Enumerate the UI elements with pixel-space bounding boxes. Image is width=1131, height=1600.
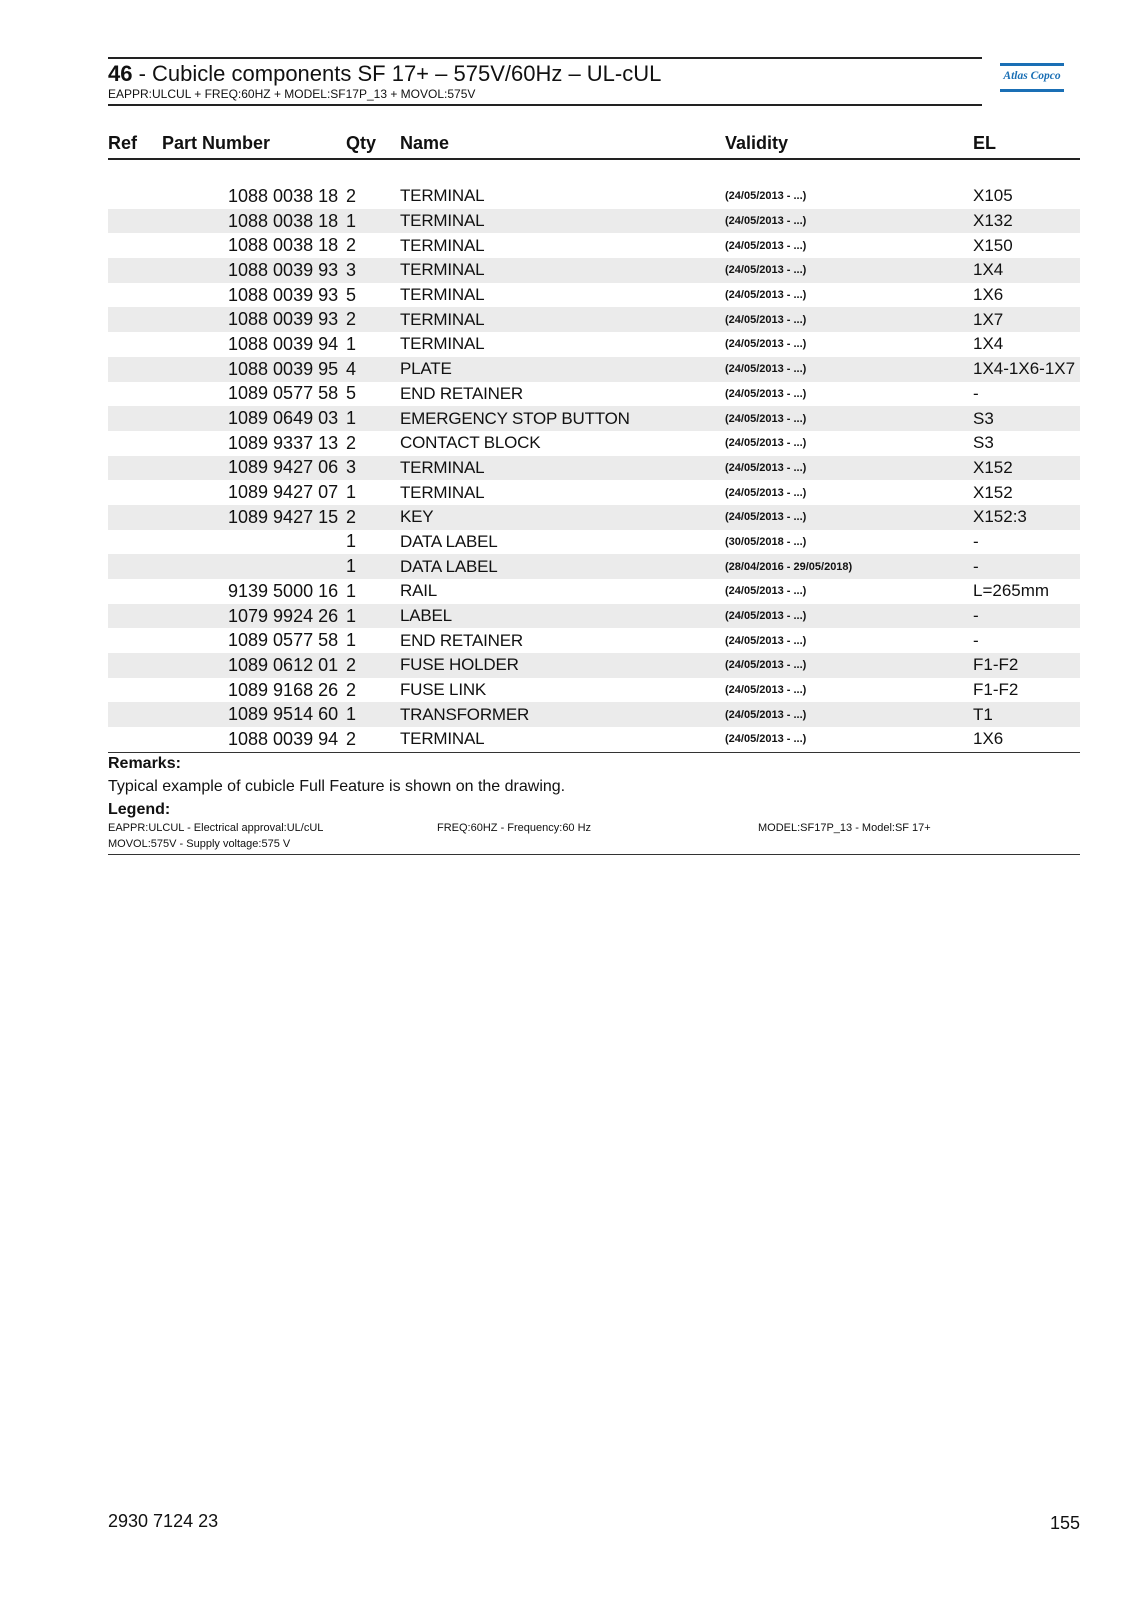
cell-part-number: 1088 0039 95 [162,357,346,382]
cell-part-number: 9139 5000 16 [162,579,346,604]
cell-el: F1-F2 [973,653,1080,678]
cell-part-number: 1088 0039 93 [162,307,346,332]
cell-validity: (24/05/2013 - ...) [725,357,973,382]
cell-ref [108,456,162,481]
cell-el: - [973,554,1080,579]
cell-name: TERMINAL [400,209,725,234]
cell-ref [108,332,162,357]
cell-qty: 2 [346,727,400,752]
table-row [108,702,1080,727]
cell-part-number [162,554,346,579]
section-number: 46 [108,61,133,86]
cell-name: TERMINAL [400,258,725,283]
cell-validity: (30/05/2018 - ...) [725,530,973,555]
table-body [108,159,1080,752]
cell-part-number: 1089 9514 60 [162,702,346,727]
cell-qty: 1 [346,579,400,604]
cell-name: FUSE HOLDER [400,653,725,678]
cell-el: X105 [973,184,1080,209]
cell-el: X152:3 [973,505,1080,530]
table-row [108,258,1080,283]
cell-name: FUSE LINK [400,678,725,703]
cell-part-number: 1089 9427 07 [162,480,346,505]
cell-ref [108,480,162,505]
table-row [108,456,1080,481]
cell-part-number [162,530,346,555]
column-header-ref: Ref [108,129,162,159]
table-row [108,431,1080,456]
cell-qty: 2 [346,307,400,332]
cell-el: S3 [973,431,1080,456]
table-row [108,357,1080,382]
cell-validity: (24/05/2013 - ...) [725,456,973,481]
cell-ref [108,382,162,407]
document-number: 2930 7124 23 [108,1511,219,1531]
cell-part-number: 1089 0612 01 [162,653,346,678]
cell-name: TERMINAL [400,456,725,481]
cell-ref [108,604,162,629]
remarks-text: Typical example of cubicle Full Feature is shown on the drawing. [108,778,566,795]
cell-part-number: 1088 0039 93 [162,258,346,283]
cell-qty: 1 [346,209,400,234]
cell-qty: 1 [346,332,400,357]
column-header-qty: Qty [346,129,400,159]
cell-qty: 5 [346,283,400,308]
column-header-el: EL [973,129,1080,159]
remarks-heading: Remarks: [108,755,181,772]
legend-item: EAPPR:ULCUL - Electrical approval:UL/cUL [108,822,324,834]
cell-name: TRANSFORMER [400,702,725,727]
cell-qty: 1 [346,480,400,505]
logo-top-bar [1000,63,1064,66]
cell-name: LABEL [400,604,725,629]
cell-validity: (24/05/2013 - ...) [725,604,973,629]
cell-el: 1X4-1X6-1X7 [973,357,1080,382]
cell-ref [108,184,162,209]
page-title [108,61,661,87]
cell-qty: 2 [346,431,400,456]
cell-part-number: 1088 0039 93 [162,283,346,308]
cell-qty: 1 [346,530,400,555]
table-row [108,209,1080,234]
cell-name: DATA LABEL [400,530,725,555]
cell-el: 1X6 [973,727,1080,752]
legend-block [108,822,1080,855]
cell-ref [108,233,162,258]
table-row [108,579,1080,604]
cell-name: TERMINAL [400,480,725,505]
cell-validity: (24/05/2013 - ...) [725,480,973,505]
table-row [108,233,1080,258]
table-row [108,678,1080,703]
cell-part-number: 1079 9924 26 [162,604,346,629]
cell-qty: 2 [346,678,400,703]
cell-qty: 3 [346,258,400,283]
cell-name: TERMINAL [400,727,725,752]
cell-validity: (24/05/2013 - ...) [725,628,973,653]
cell-el: - [973,604,1080,629]
cell-name: TERMINAL [400,307,725,332]
cell-el: L=265mm [973,579,1080,604]
cell-ref [108,283,162,308]
cell-qty: 1 [346,628,400,653]
cell-ref [108,307,162,332]
table-row [108,530,1080,555]
page-number: 155 [1049,1513,1080,1533]
table-row [108,307,1080,332]
cell-el: F1-F2 [973,678,1080,703]
table-row [108,653,1080,678]
cell-part-number: 1089 0577 58 [162,382,346,407]
cell-validity: (24/05/2013 - ...) [725,678,973,703]
cell-ref [108,505,162,530]
cell-name: KEY [400,505,725,530]
cell-qty: 2 [346,184,400,209]
page-header [108,57,982,106]
table-row [108,480,1080,505]
cell-validity: (24/05/2013 - ...) [725,209,973,234]
cell-ref [108,554,162,579]
table-row [108,505,1080,530]
cell-qty: 1 [346,406,400,431]
cell-el: X152 [973,480,1080,505]
page-subtitle: EAPPR:ULCUL + FREQ:60HZ + MODEL:SF17P_13 + MOVOL:575V [108,87,476,101]
cell-validity: (24/05/2013 - ...) [725,332,973,357]
cell-part-number: 1089 0577 58 [162,628,346,653]
table-row [108,604,1080,629]
cell-qty: 1 [346,702,400,727]
cell-part-number: 1088 0039 94 [162,727,346,752]
cell-name: TERMINAL [400,233,725,258]
legend-item: MOVOL:575V - Supply voltage:575 V [108,838,291,850]
cell-validity: (28/04/2016 - 29/05/2018) [725,554,973,579]
cell-validity: (24/05/2013 - ...) [725,727,973,752]
cell-el: X152 [973,456,1080,481]
table-row [108,283,1080,308]
cell-name: DATA LABEL [400,554,725,579]
cell-el: 1X7 [973,307,1080,332]
cell-part-number: 1089 9427 15 [162,505,346,530]
table-spacer-row [108,159,1080,184]
cell-part-number: 1089 9168 26 [162,678,346,703]
cell-name: TERMINAL [400,332,725,357]
cell-validity: (24/05/2013 - ...) [725,382,973,407]
cell-ref [108,530,162,555]
cell-el: 1X4 [973,258,1080,283]
cell-ref [108,406,162,431]
cell-qty: 2 [346,653,400,678]
cell-qty: 4 [346,357,400,382]
cell-ref [108,209,162,234]
legend-item: MODEL:SF17P_13 - Model:SF 17+ [758,822,931,834]
parts-table [108,129,1080,753]
cell-name: TERMINAL [400,283,725,308]
cell-ref [108,702,162,727]
cell-name: RAIL [400,579,725,604]
cell-part-number: 1088 0038 18 [162,209,346,234]
cell-validity: (24/05/2013 - ...) [725,431,973,456]
table-row [108,554,1080,579]
cell-part-number: 1088 0038 18 [162,184,346,209]
cell-validity: (24/05/2013 - ...) [725,307,973,332]
cell-validity: (24/05/2013 - ...) [725,505,973,530]
table-row [108,628,1080,653]
cell-validity: (24/05/2013 - ...) [725,653,973,678]
cell-name: EMERGENCY STOP BUTTON [400,406,725,431]
cell-el: S3 [973,406,1080,431]
title-text: - Cubicle components SF 17+ – 575V/60Hz – UL-cUL [132,61,662,86]
table-row [108,727,1080,752]
table-row [108,406,1080,431]
logo-bottom-bar [1000,89,1064,92]
cell-qty: 2 [346,233,400,258]
cell-el: X132 [973,209,1080,234]
table-row [108,184,1080,209]
cell-validity: (24/05/2013 - ...) [725,406,973,431]
cell-validity: (24/05/2013 - ...) [725,283,973,308]
table-header-row [108,129,1080,159]
column-header-validity: Validity [725,129,973,159]
cell-part-number: 1088 0039 94 [162,332,346,357]
cell-el: 1X4 [973,332,1080,357]
legend-item: FREQ:60HZ - Frequency:60 Hz [437,822,592,834]
cell-name: END RETAINER [400,382,725,407]
cell-el: 1X6 [973,283,1080,308]
cell-part-number: 1089 9337 13 [162,431,346,456]
cell-qty: 1 [346,604,400,629]
cell-el: - [973,628,1080,653]
column-header-part-number: Part Number [162,129,346,159]
cell-ref [108,258,162,283]
cell-validity: (24/05/2013 - ...) [725,184,973,209]
cell-name: END RETAINER [400,628,725,653]
cell-qty: 5 [346,382,400,407]
legend-heading: Legend: [108,801,171,818]
cell-ref [108,653,162,678]
table-row [108,332,1080,357]
cell-el: - [973,530,1080,555]
cell-el: X150 [973,233,1080,258]
cell-el: T1 [973,702,1080,727]
cell-ref [108,431,162,456]
cell-part-number: 1088 0038 18 [162,233,346,258]
cell-ref [108,727,162,752]
cell-el: - [973,382,1080,407]
column-header-name: Name [400,129,725,159]
cell-ref [108,357,162,382]
cell-name: TERMINAL [400,184,725,209]
logo-text: Atlas Copco [1003,70,1061,82]
cell-qty: 1 [346,554,400,579]
cell-ref [108,678,162,703]
cell-validity: (24/05/2013 - ...) [725,233,973,258]
cell-ref [108,579,162,604]
cell-validity: (24/05/2013 - ...) [725,579,973,604]
cell-name: PLATE [400,357,725,382]
table-row [108,382,1080,407]
cell-ref [108,628,162,653]
cell-validity: (24/05/2013 - ...) [725,702,973,727]
cell-part-number: 1089 9427 06 [162,456,346,481]
atlas-copco-logo [1000,63,1064,95]
cell-name: CONTACT BLOCK [400,431,725,456]
cell-validity: (24/05/2013 - ...) [725,258,973,283]
cell-qty: 3 [346,456,400,481]
cell-part-number: 1089 0649 03 [162,406,346,431]
cell-qty: 2 [346,505,400,530]
